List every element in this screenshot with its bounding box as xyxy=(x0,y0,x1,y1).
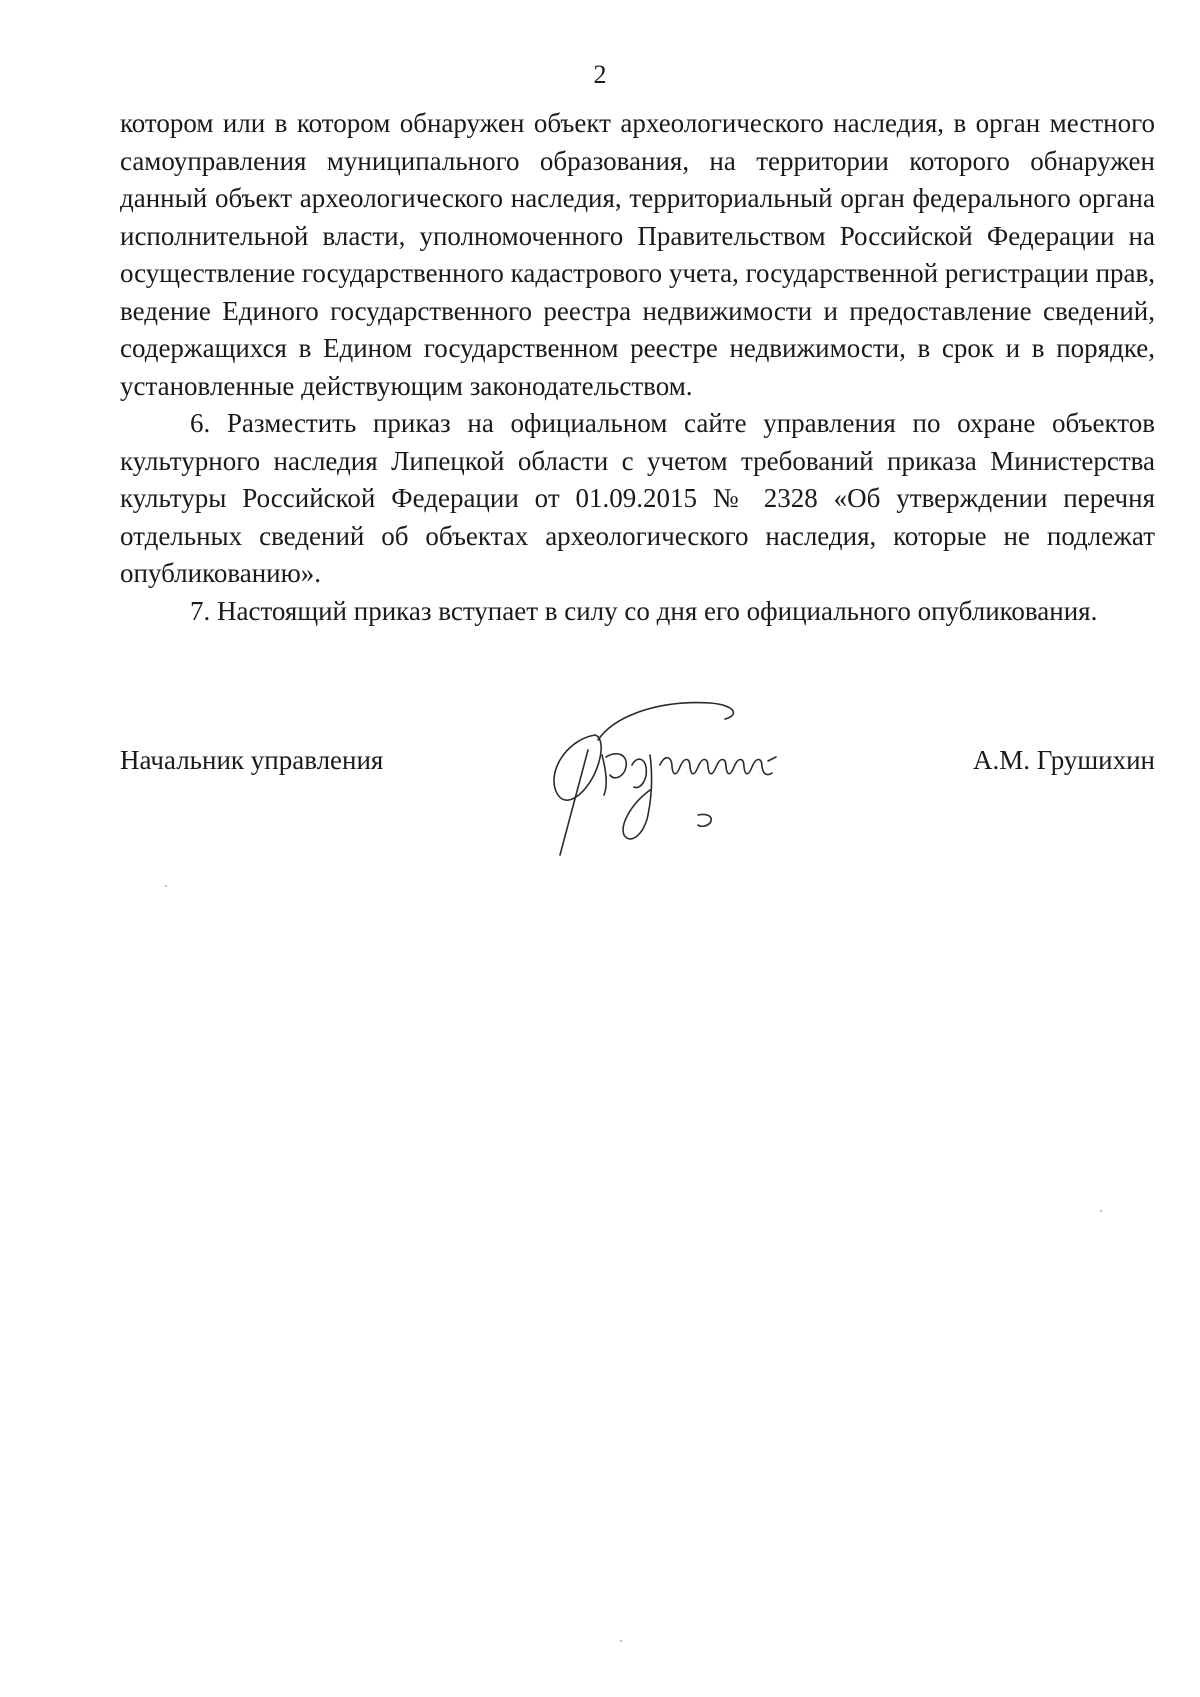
handwritten-signature xyxy=(540,695,840,865)
paragraph-item-6: 6. Разместить приказ на официальном сайте управления по охране объектов культурного наследия Липецкой области с учетом требований приказа Министерства культуры Российской Федерации от 01.09.2015 № 2328 «Об утверждении перечня отдельных сведений об объектах археологического наследия, которые не подлежат опубликованию». xyxy=(120,408,1155,588)
paragraph-continuation: котором или в котором обнаружен объект археологического наследия, в орган местного самоуправления муниципального образования, на территории которого обнаружен данный объект археологического наследия, территориальный орган федерального органа исполнительной власти, уполномоченного Правительством Российской Федерации на осуществление государственного кадастрового учета, государственной регистрации прав, ведение Единого государственного реестра недвижимости и предоставление сведений, содержащихся в Едином государственном реестре недвижимости, в срок и в порядке, установленные действующим законодательством. xyxy=(120,108,1155,401)
page-number: 2 xyxy=(593,60,607,89)
signer-title: Начальник управления xyxy=(120,745,384,775)
signer-name: А.М. Грушихин xyxy=(973,745,1155,775)
scan-artifact xyxy=(1100,1210,1102,1212)
paragraph-item-7: 7. Настоящий приказ вступает в силу со дня его официального опубликования. xyxy=(190,595,1098,626)
scan-artifact xyxy=(620,1640,622,1642)
scan-artifact xyxy=(165,885,167,887)
document-body xyxy=(120,105,1155,630)
